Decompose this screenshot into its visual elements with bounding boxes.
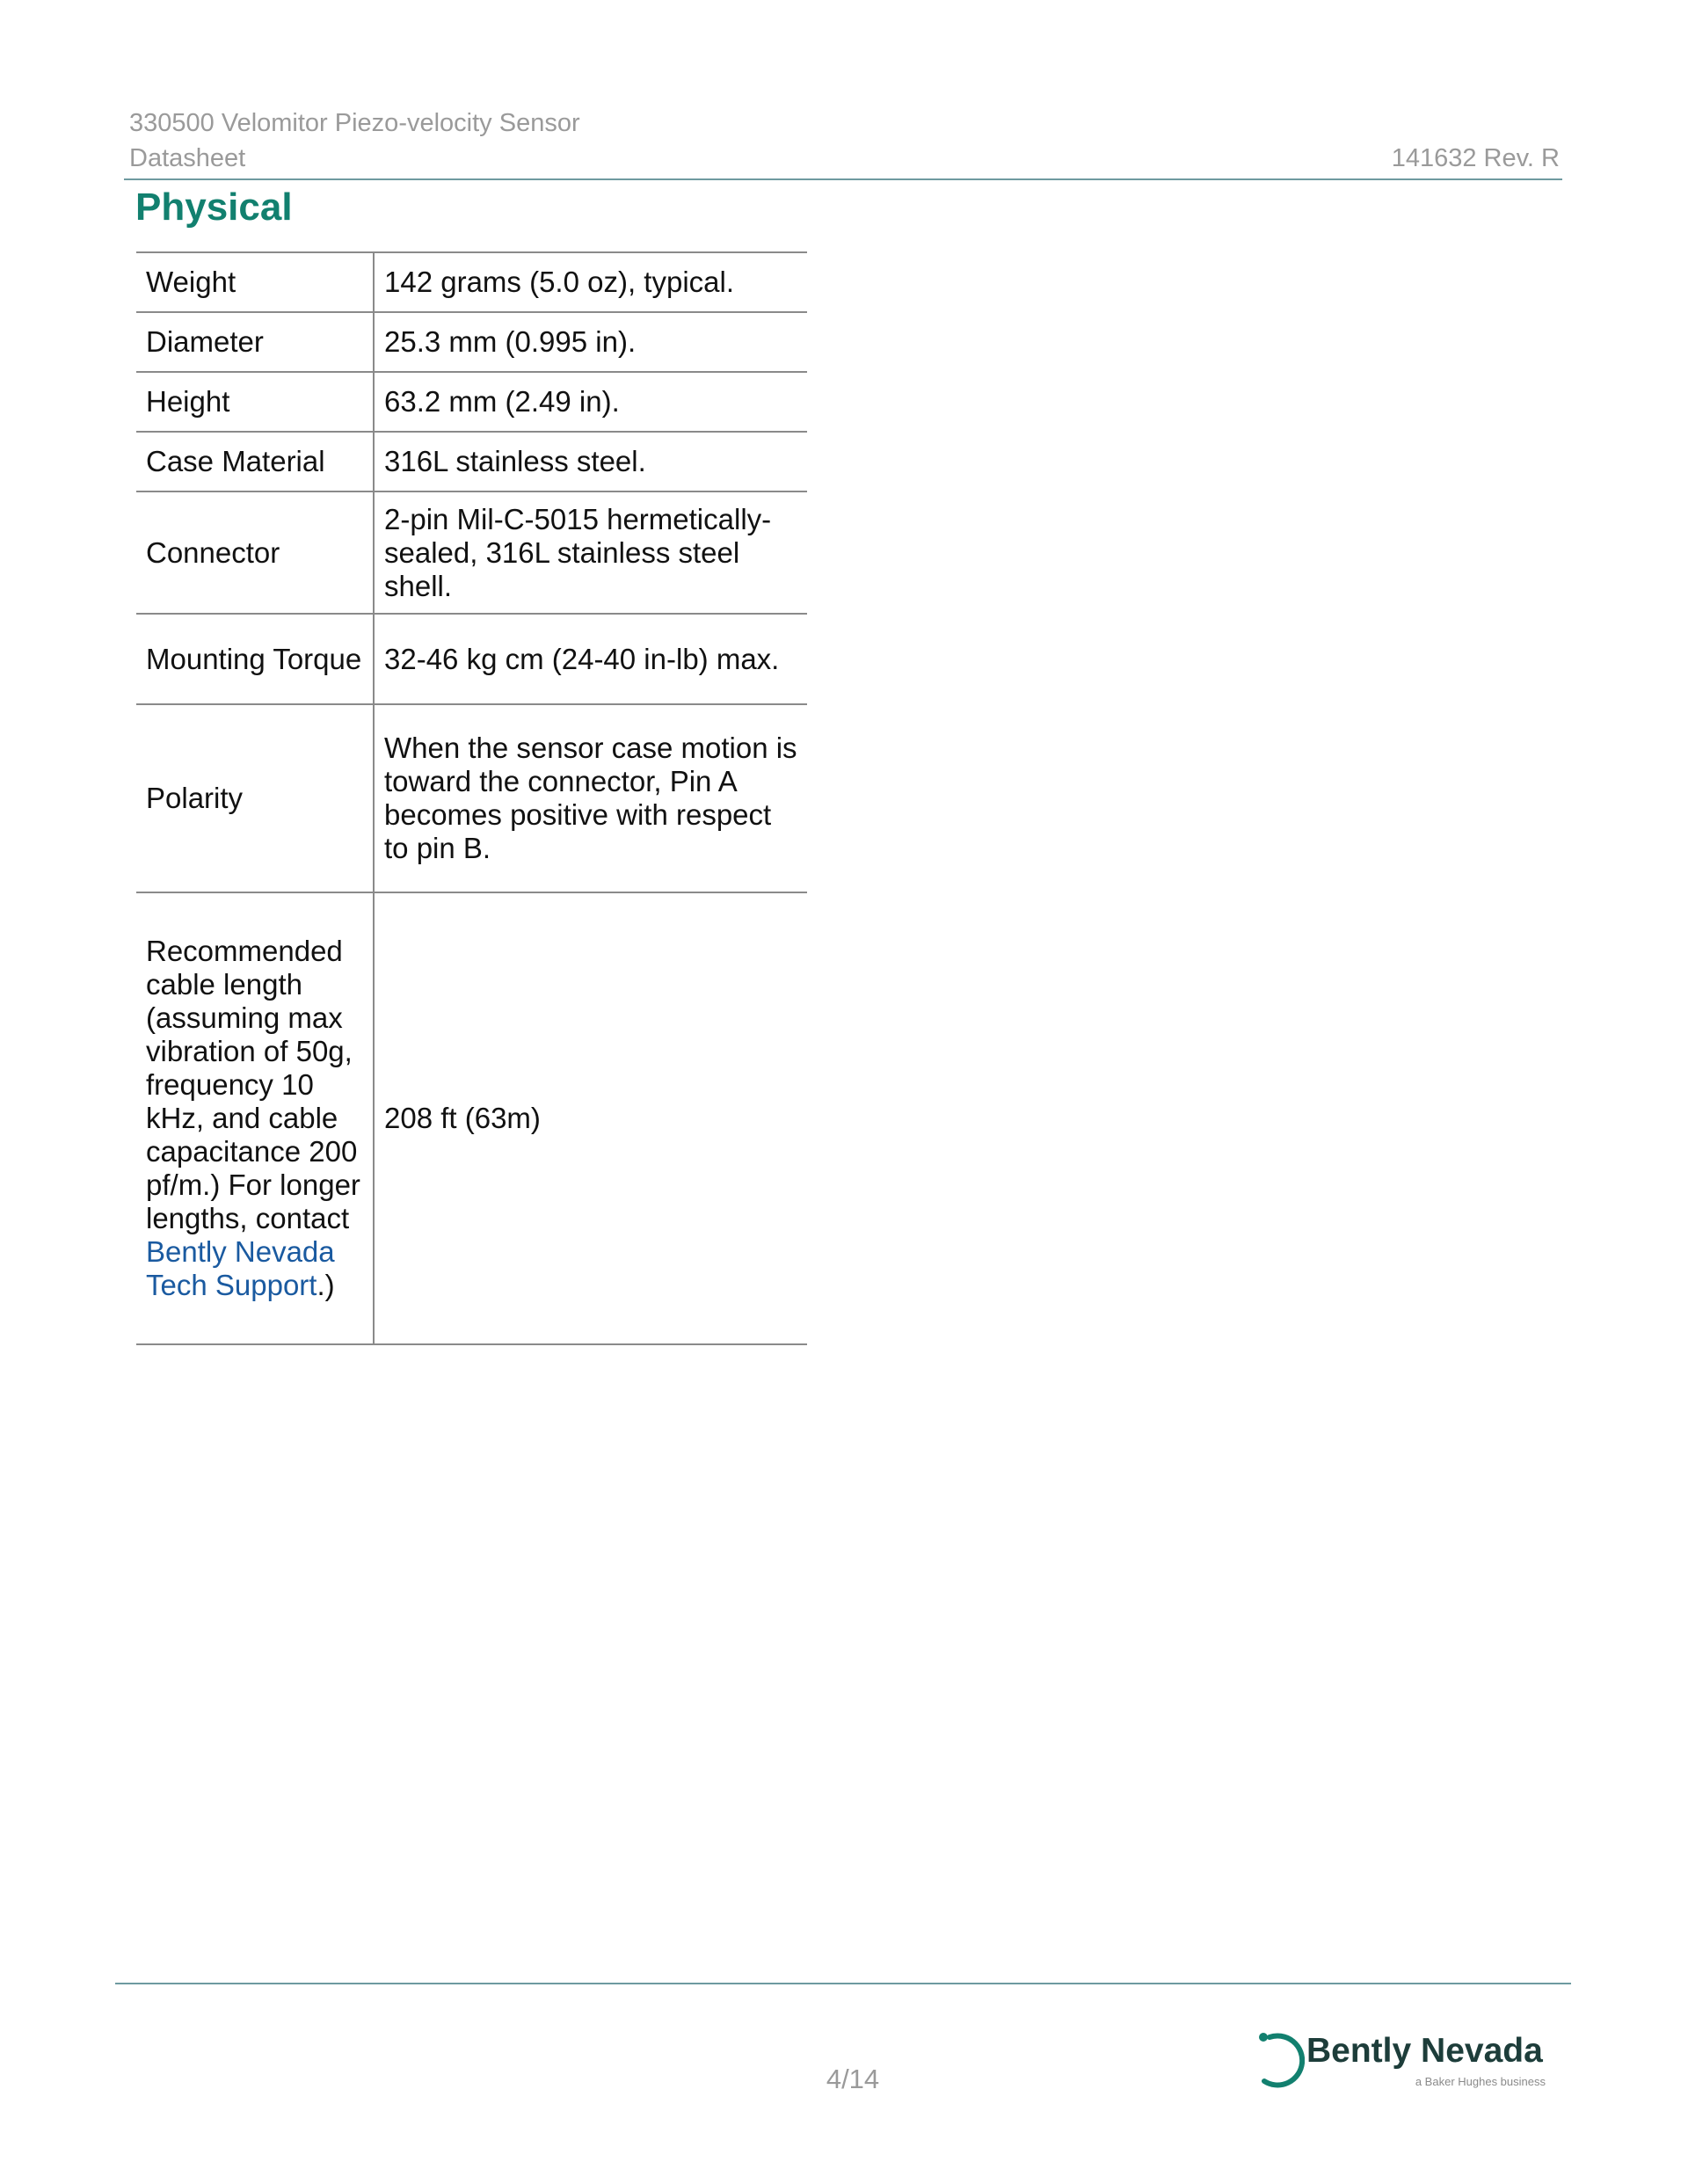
spec-value: When the sensor case motion is toward the connector, Pin A becomes positive with respect to pin B. [374,704,807,892]
spec-row-mounting-torque [136,614,807,704]
spec-row-cable-length [136,892,807,1344]
spec-row-polarity [136,704,807,892]
spec-row-case-material [136,432,807,491]
spec-value: 2-pin Mil-C-5015 hermetically-sealed, 316L stainless steel shell. [374,491,807,614]
cable-length-label-end: .) [316,1269,335,1301]
spec-row-height [136,372,807,432]
spec-value: 208 ft (63m) [374,892,807,1344]
document-title: 330500 Velomitor Piezo-velocity Sensor [129,109,580,137]
spec-value: 316L stainless steel. [374,432,807,491]
tech-support-link[interactable]: Bently Nevada Tech Support [146,1235,335,1301]
spec-value: 25.3 mm (0.995 in). [374,312,807,372]
section-heading: Physical [135,186,293,229]
spec-label: Height [136,372,374,432]
footer-divider [115,1983,1571,1984]
spec-row-weight [136,252,807,312]
spec-label: Weight [136,252,374,312]
document-revision: 141632 Rev. R [1391,144,1560,172]
logo-tagline: a Baker Hughes business [1415,2075,1546,2088]
spec-value: 63.2 mm (2.49 in). [374,372,807,432]
spec-row-diameter [136,312,807,372]
bently-nevada-logo [1252,2026,1551,2096]
spec-value: 32-46 kg cm (24-40 in-lb) max. [374,614,807,704]
spec-label: Mounting Torque [136,614,374,704]
cable-length-label-text: Recommended cable length (assuming max vibration of 50g, frequency 10 kHz, and cable capacitance 200 pf/m.) For longer lengths, contact [146,935,360,1234]
page-header [129,106,1560,179]
logo-mark-icon [1252,2030,1305,2093]
logo-name: Bently Nevada [1306,2032,1543,2070]
spec-label: Case Material [136,432,374,491]
spec-label: Connector [136,491,374,614]
spec-label [136,892,374,1344]
spec-label: Polarity [136,704,374,892]
page-number: 4/14 [826,2064,880,2094]
spec-row-connector [136,491,807,614]
physical-specs-table [136,251,807,1345]
spec-label: Diameter [136,312,374,372]
header-divider [124,178,1562,180]
spec-value: 142 grams (5.0 oz), typical. [374,252,807,312]
document-subtitle: Datasheet [129,144,246,172]
